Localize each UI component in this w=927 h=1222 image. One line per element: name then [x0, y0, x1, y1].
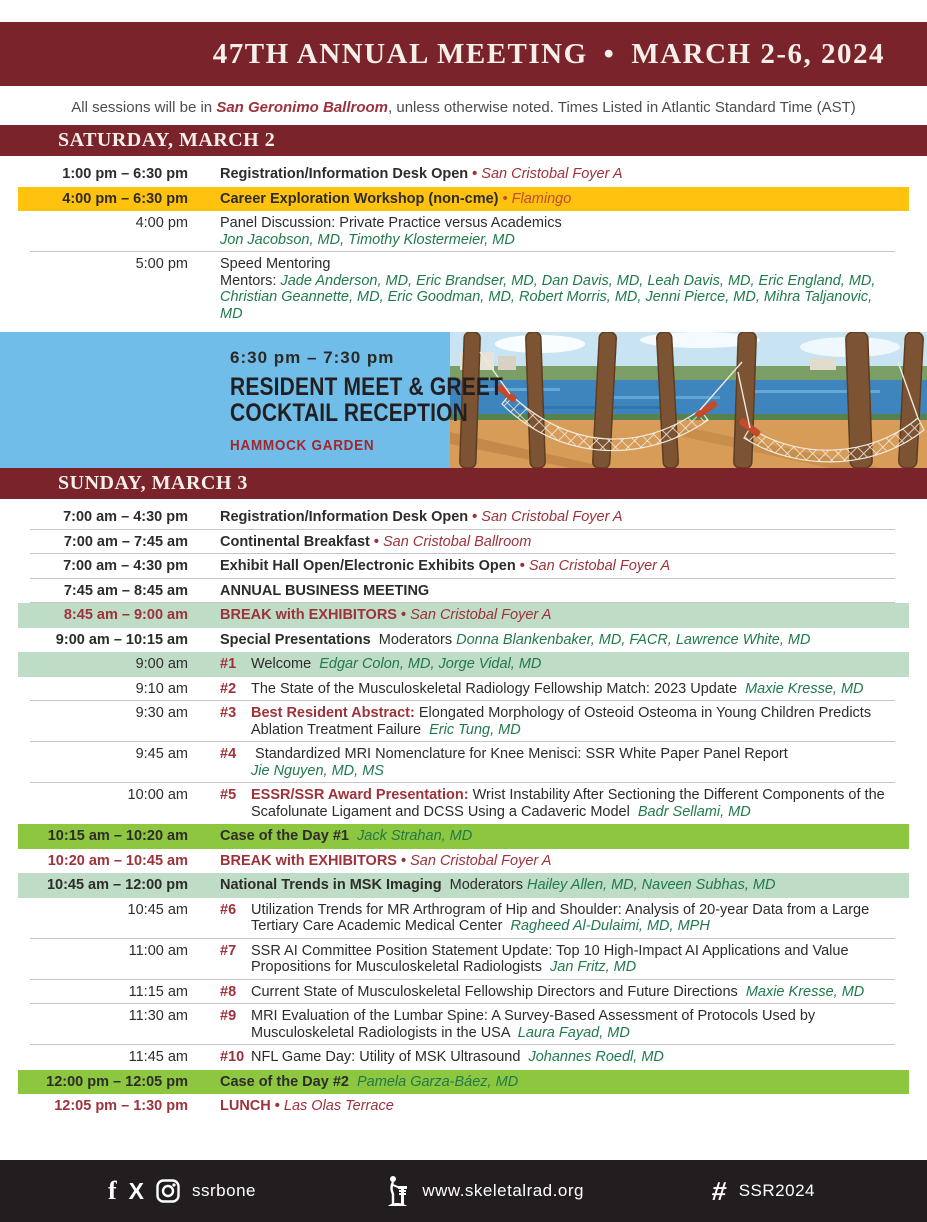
row-time: 5:00 pm	[135, 256, 188, 272]
row-content	[220, 787, 909, 820]
reception-banner	[0, 332, 927, 468]
schedule-row	[18, 530, 909, 555]
schedule-row	[18, 677, 909, 702]
day-title: SUNDAY, MARCH 3	[58, 472, 248, 494]
ssr-skeleton-logo	[384, 1174, 410, 1208]
item-number: #8	[220, 983, 237, 1000]
item-number: #7	[220, 942, 237, 959]
row-text: ESSR/SSR Award Presentation:	[251, 787, 469, 803]
note-location: San Geronimo Ballroom	[216, 99, 389, 116]
row-text: Utilization Trends for MR Arthrogram of Hip and Shoulder: Analysis of 20-year Data from a Large	[251, 901, 870, 918]
row-text: Tertiary Care Academic Medical Center	[251, 918, 511, 934]
row-text: Standardized MRI Nomenclature for Knee Menisci: SSR White Paper Panel Report	[251, 746, 788, 762]
day-title: SATURDAY, MARCH 2	[58, 129, 276, 151]
item-number: #2	[220, 680, 237, 697]
row-content	[220, 1098, 909, 1115]
row-text: Maxie Kresse, MD	[745, 680, 864, 697]
row-content	[220, 166, 909, 183]
facebook-icon[interactable]: f	[108, 1176, 117, 1205]
row-text: •	[270, 1098, 284, 1114]
schedule-row	[18, 701, 909, 742]
row-content	[220, 256, 909, 322]
schedule-row	[18, 554, 909, 579]
row-text: •	[468, 166, 482, 182]
sunday-rows	[0, 505, 927, 1119]
row-text: Edgar Colon, MD, Jorge Vidal, MD	[319, 656, 542, 672]
row-content	[220, 632, 909, 649]
note-suffix: , unless otherwise noted. Times Listed in Atlantic Standard Time (AST)	[388, 99, 856, 116]
row-text: Elongated Morphology of Osteoid Osteoma in Young Children Predicts	[414, 705, 872, 721]
row-text: Registration/Information Desk Open	[220, 166, 469, 182]
note-prefix: All sessions will be in	[71, 99, 217, 116]
row-time: 1:00 pm – 6:30 pm	[62, 166, 188, 182]
item-number: #10	[220, 1049, 245, 1065]
title-banner	[0, 22, 927, 86]
program-page	[0, 22, 927, 1206]
row-text: Eric Tung, MD	[429, 721, 521, 738]
sunday-section	[0, 468, 927, 1119]
row-time: 4:00 pm – 6:30 pm	[62, 190, 188, 207]
row-time: 8:45 am – 9:00 am	[63, 607, 188, 623]
row-time: 11:15 am	[128, 983, 188, 1000]
row-content	[220, 1074, 909, 1091]
row-time: 10:15 am – 10:20 am	[47, 828, 188, 844]
row-text: Propositions for Musculoskeletal Radiologists	[251, 959, 550, 975]
row-text: Ragheed Al-Dulaimi, MD, MPH	[510, 918, 710, 934]
row-text: Special Presentations	[220, 631, 371, 648]
row-content	[220, 853, 909, 870]
item-number: #4	[220, 746, 237, 762]
schedule-row	[18, 1094, 909, 1119]
row-time: 9:00 am	[135, 656, 188, 672]
row-content	[220, 509, 909, 526]
row-time: 10:45 am – 12:00 pm	[46, 877, 188, 893]
row-text: ANNUAL BUSINESS MEETING	[220, 582, 430, 599]
schedule-row	[18, 849, 909, 874]
row-text: Ablation Treatment Failure	[251, 721, 430, 738]
reception-title-line1: RESIDENT MEET & GREET	[230, 373, 504, 401]
row-time: 7:45 am – 8:45 am	[63, 582, 188, 599]
row-text: Laura Fayad, MD	[517, 1024, 630, 1041]
row-text: Case of the Day #1	[220, 828, 357, 844]
item-number: #3	[220, 705, 237, 721]
reception-location: HAMMOCK GARDEN	[230, 437, 375, 454]
reception-title-line2: COCKTAIL RECEPTION	[230, 399, 468, 427]
row-content	[220, 1049, 909, 1066]
schedule-row	[18, 1070, 909, 1095]
row-text: Exhibit Hall Open/Electronic Exhibits Open	[220, 558, 516, 574]
row-text: Moderators	[370, 631, 457, 648]
saturday-rows	[0, 162, 927, 326]
row-time: 11:30 am	[128, 1008, 188, 1024]
row-text: LUNCH	[220, 1098, 271, 1114]
schedule-row	[18, 939, 909, 980]
row-time: 9:10 am	[135, 680, 188, 697]
row-text: Johannes Roedl, MD	[528, 1049, 664, 1065]
row-time: 12:00 pm – 12:05 pm	[46, 1073, 188, 1090]
row-text: Current State of Musculoskeletal Fellowship Directors and Future Directions	[251, 983, 746, 1000]
reception-title	[230, 374, 503, 426]
schedule-row	[18, 252, 909, 326]
hashtag-icon: #	[710, 1175, 729, 1206]
row-time: 7:00 am – 4:30 pm	[63, 558, 188, 574]
schedule-row	[18, 211, 909, 252]
reception-time: 6:30 pm – 7:30 pm	[230, 348, 395, 367]
row-text: San Cristobal Foyer A	[528, 558, 671, 574]
item-number: #5	[220, 787, 237, 803]
row-text: Jie Nguyen, MD, MS	[251, 762, 384, 779]
row-content	[220, 902, 909, 935]
row-text: Case of the Day #2	[220, 1073, 357, 1090]
schedule-row	[18, 783, 909, 824]
row-text: Registration/Information Desk Open	[220, 509, 469, 525]
row-content	[220, 534, 909, 551]
schedule-row	[18, 603, 909, 628]
schedule-row	[18, 824, 909, 849]
item-number: #9	[220, 1008, 237, 1024]
schedule-row	[18, 1004, 909, 1045]
schedule-row	[18, 162, 909, 187]
row-text: San Cristobal Foyer A	[410, 852, 552, 869]
row-text: Panel Discussion: Private Practice versus Academics	[220, 215, 562, 231]
schedule-row	[18, 898, 909, 939]
row-text: Jade Anderson, MD, Eric Brandser, MD, Dan Davis, MD, Leah Davis, MD, Eric England, MD,	[280, 272, 876, 289]
row-time: 10:00 am	[127, 787, 188, 803]
row-content	[220, 583, 909, 600]
row-text: Jan Fritz, MD	[550, 959, 637, 975]
row-content	[220, 877, 909, 894]
row-text: San Cristobal Ballroom	[383, 533, 532, 550]
row-content	[220, 191, 909, 208]
row-text: San Cristobal Foyer A	[481, 509, 623, 525]
row-text: •	[396, 607, 411, 623]
row-text: Best Resident Abstract:	[251, 705, 415, 721]
row-time: 11:45 am	[128, 1049, 188, 1065]
row-text: The State of the Musculoskeletal Radiology Fellowship Match: 2023 Update	[251, 680, 746, 697]
row-text: Musculoskeletal Radiologists in the USA	[251, 1024, 518, 1041]
schedule-row	[18, 187, 909, 212]
row-text: •	[369, 533, 384, 550]
row-text: MRI Evaluation of the Lumbar Spine: A Survey-Based Assessment of Protocols Used by	[251, 1008, 816, 1024]
schedule-row	[18, 980, 909, 1005]
row-time: 11:00 am	[128, 942, 188, 959]
row-text: •	[498, 190, 512, 207]
row-text: Pamela Garza-Báez, MD	[357, 1073, 519, 1090]
footer-hashtag-group	[712, 1176, 815, 1207]
row-text: National Trends in MSK Imaging	[220, 877, 442, 893]
session-note	[0, 99, 927, 116]
website-link[interactable]: www.skeletalrad.org	[422, 1181, 584, 1200]
row-text: Jon Jacobson, MD, Timothy Klostermeier, MD	[220, 231, 515, 248]
schedule-row	[18, 652, 909, 677]
schedule-row	[18, 505, 909, 530]
row-text: San Cristobal Foyer A	[410, 607, 552, 623]
schedule-row	[18, 628, 909, 653]
row-text: Badr Sellami, MD	[637, 803, 751, 820]
page-title: 47TH ANNUAL MEETING • MARCH 2-6, 2024	[212, 38, 885, 70]
saturday-section	[0, 125, 927, 326]
row-text: •	[515, 558, 529, 574]
row-text: Career Exploration Workshop (non-cme)	[220, 190, 499, 207]
row-time: 4:00 pm	[135, 215, 188, 231]
row-text: Wrist Instability After Sectioning the Different Components of the	[468, 787, 885, 803]
day-bar-saturday	[0, 125, 927, 156]
row-text: NFL Game Day: Utility of MSK Ultrasound	[251, 1049, 529, 1065]
row-text: Donna Blankenbaker, MD, FACR, Lawrence White, MD	[456, 631, 811, 648]
item-number: #6	[220, 901, 237, 918]
schedule-row	[18, 579, 909, 604]
row-time: 12:05 pm – 1:30 pm	[54, 1098, 188, 1114]
row-text: Flamingo	[511, 190, 572, 207]
footer	[0, 1160, 927, 1222]
row-time: 9:45 am	[135, 746, 188, 762]
row-time: 7:00 am – 7:45 am	[63, 533, 188, 550]
row-content	[220, 943, 909, 976]
item-number: #1	[220, 656, 237, 672]
hashtag-text: SSR2024	[738, 1181, 815, 1200]
row-text: BREAK with EXHIBITORS	[220, 607, 397, 623]
row-time: 7:00 am – 4:30 pm	[63, 509, 188, 525]
row-content	[220, 215, 909, 248]
instagram-icon[interactable]	[156, 1179, 180, 1203]
row-time: 10:45 am	[127, 901, 188, 918]
schedule-row	[18, 1045, 909, 1070]
row-content	[220, 607, 909, 624]
row-text: Welcome	[251, 656, 320, 672]
row-text: •	[396, 852, 411, 869]
row-content	[220, 705, 909, 738]
row-text: Scafolunate Ligament and DCSS Using a Cadaveric Model	[251, 803, 638, 820]
x-icon[interactable]: X	[128, 1177, 145, 1204]
row-content	[220, 681, 909, 698]
footer-website-group	[384, 1174, 584, 1208]
row-text: •	[468, 509, 482, 525]
row-content	[220, 984, 909, 1001]
row-text: Jack Strahan, MD	[357, 828, 473, 844]
row-text: San Cristobal Foyer A	[481, 166, 623, 182]
row-content	[220, 1008, 909, 1041]
row-content	[220, 558, 909, 575]
row-text: Las Olas Terrace	[283, 1098, 394, 1114]
row-text: Moderators	[441, 877, 527, 893]
row-text: Continental Breakfast	[220, 533, 370, 550]
row-text: SSR AI Committee Position Statement Update: Top 10 High-Impact AI Applications and Value	[251, 942, 849, 959]
row-content	[220, 746, 909, 779]
day-bar-sunday	[0, 468, 927, 499]
row-text: Speed Mentoring	[220, 256, 331, 272]
row-time: 10:20 am – 10:45 am	[47, 852, 188, 869]
schedule-row	[18, 742, 909, 783]
row-text: Christian Geannette, MD, Eric Goodman, MD, Robert Morris, MD, Jenni Pierce, MD, Mihra Taljanovic, MD	[220, 289, 873, 322]
schedule-row	[18, 873, 909, 898]
row-content	[220, 828, 909, 845]
row-time: 9:30 am	[135, 705, 188, 721]
footer-social-group	[108, 1178, 256, 1204]
social-handle[interactable]: ssrbone	[192, 1181, 256, 1200]
row-text: BREAK with EXHIBITORS	[220, 852, 397, 869]
reception-text	[230, 348, 555, 454]
row-text: Mentors:	[220, 272, 281, 289]
row-text: Hailey Allen, MD, Naveen Subhas, MD	[526, 877, 776, 893]
row-content	[220, 656, 909, 673]
row-time: 9:00 am – 10:15 am	[55, 631, 188, 648]
row-text: Maxie Kresse, MD	[745, 983, 865, 1000]
